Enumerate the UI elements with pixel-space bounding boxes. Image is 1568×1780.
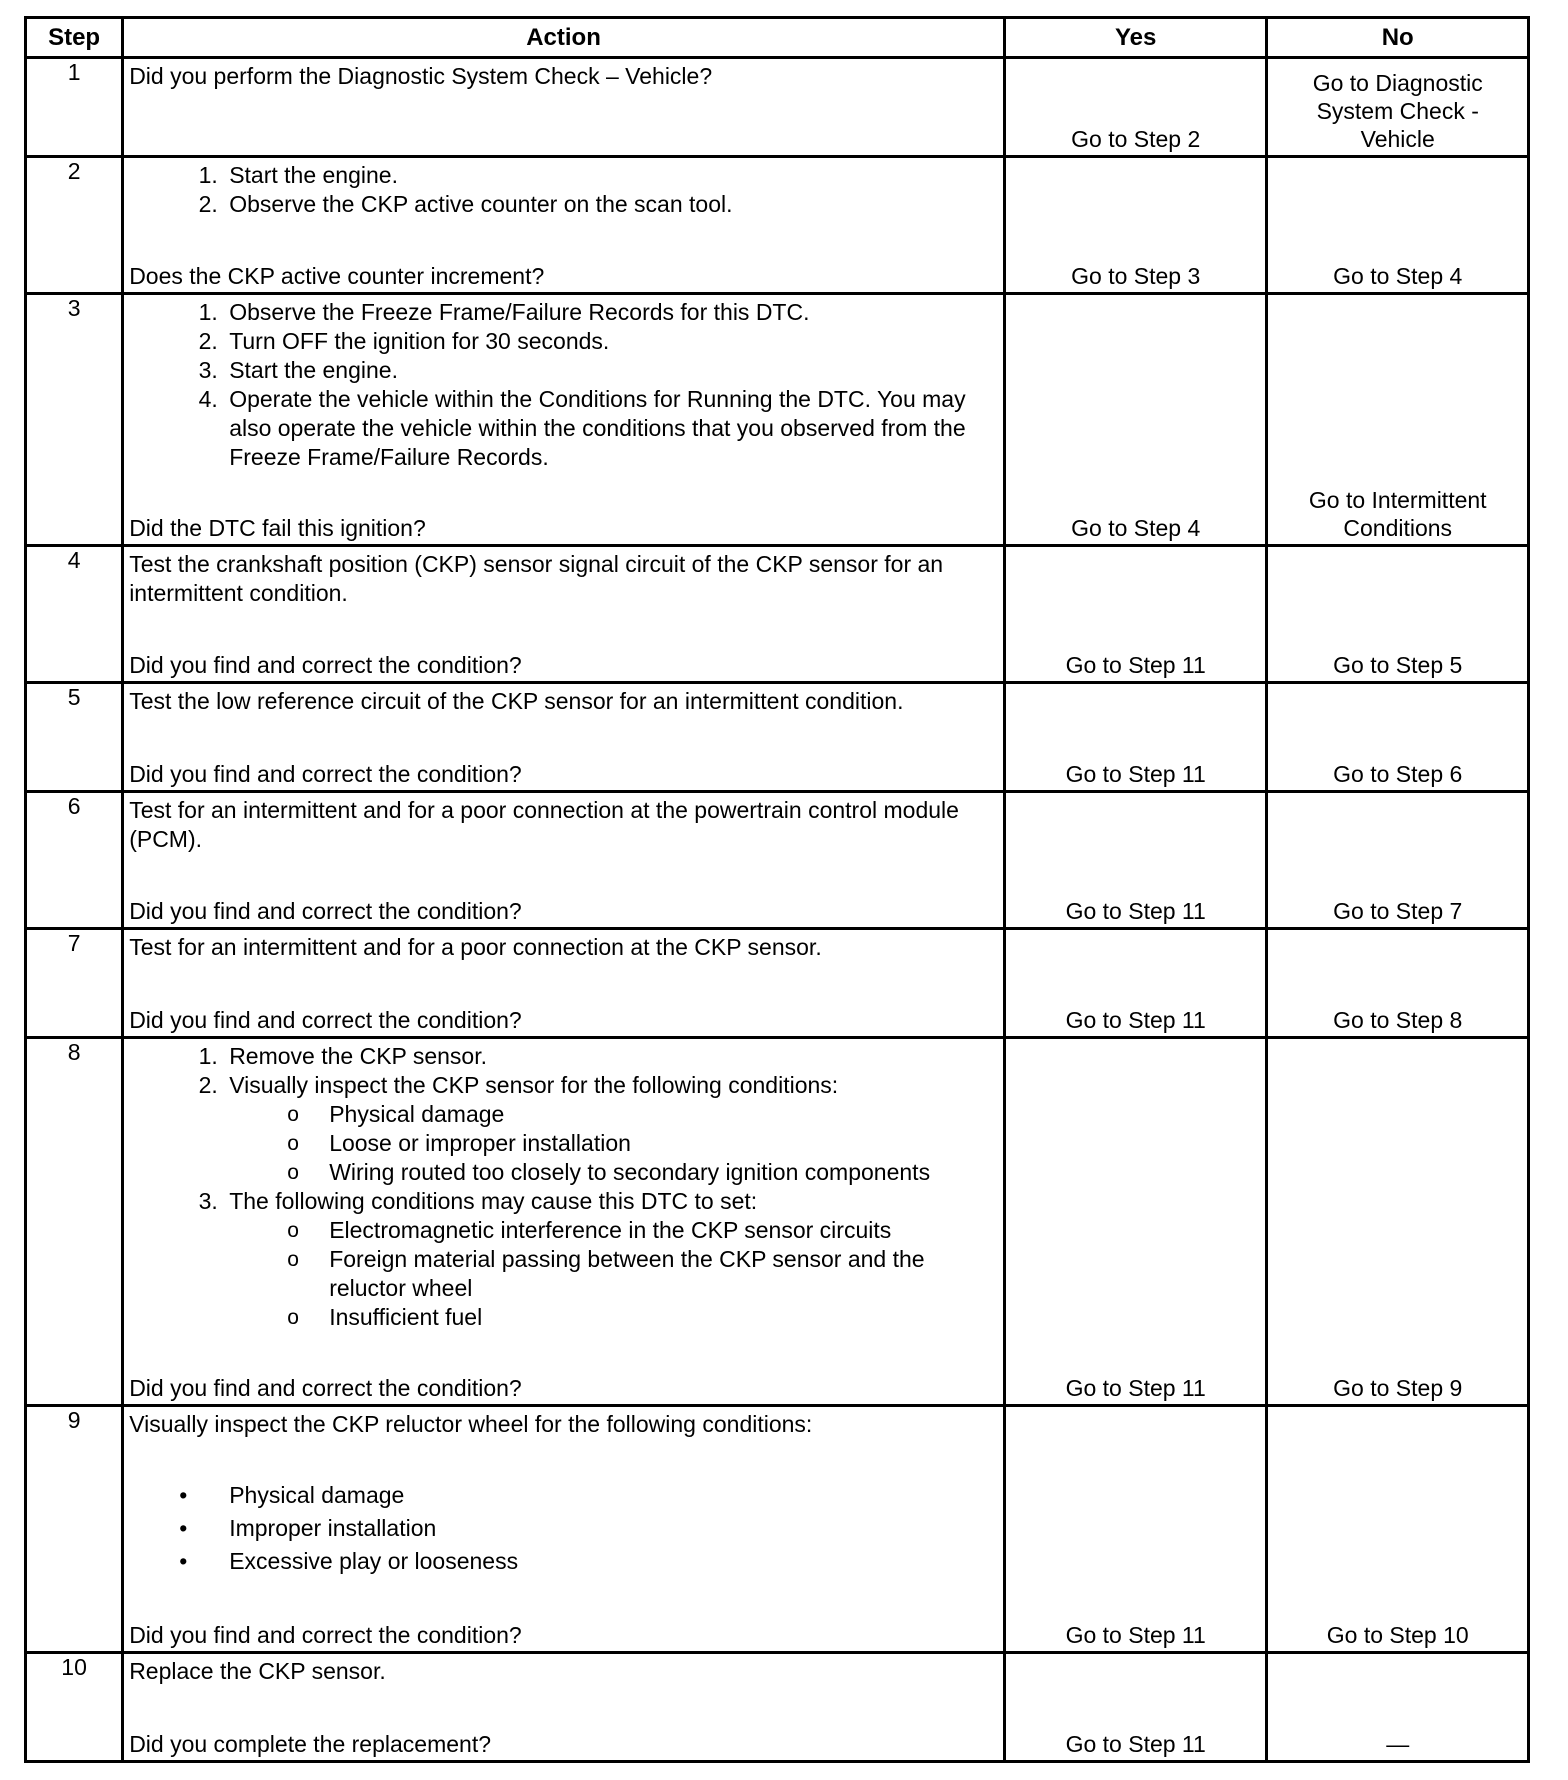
no-cell: [1267, 58, 1529, 157]
list-item-text: The following conditions may cause this DTC to set:: [229, 1188, 758, 1214]
yes-text: Go to Step 11: [1065, 1375, 1206, 1401]
no-cell: [1267, 929, 1529, 1038]
diagnostic-table: [24, 16, 1530, 1763]
yes-cell: [1004, 683, 1267, 792]
no-cell: [1267, 157, 1529, 294]
action-cell: [123, 294, 1005, 546]
action-question: Did you find and correct the condition?: [129, 898, 522, 924]
no-cell: [1267, 683, 1529, 792]
no-text: Go to Step 7: [1333, 898, 1463, 924]
yes-cell: [1004, 58, 1267, 157]
sub-list-item: o Physical damage: [329, 1100, 995, 1129]
action-cell: [123, 546, 1005, 683]
action-cell: [123, 157, 1005, 294]
table-row: [26, 1406, 1529, 1653]
sub-list-item: o Loose or improper installation: [329, 1129, 995, 1158]
list-item: • Excessive play or looseness: [229, 1545, 995, 1578]
no-text: Go to Step 10: [1326, 1622, 1469, 1648]
sub-list: [229, 1216, 995, 1332]
no-cell: [1267, 792, 1529, 929]
no-cell: [1267, 1653, 1529, 1762]
list-item: 2. Turn OFF the ignition for 30 seconds.: [224, 327, 995, 356]
table-row: [26, 683, 1529, 792]
action-text: Test the low reference circuit of the CKP sensor for an intermittent condition.: [129, 688, 904, 714]
table-row: [26, 546, 1529, 683]
list-item-text: Visually inspect the CKP sensor for the following conditions:: [229, 1072, 839, 1098]
list-item: • Improper installation: [229, 1512, 995, 1545]
action-question: Does the CKP active counter increment?: [129, 263, 545, 289]
yes-cell: [1004, 1653, 1267, 1762]
action-cell: [123, 1038, 1005, 1406]
step-number: 10: [26, 1653, 123, 1762]
action-text: Test for an intermittent and for a poor connection at the powertrain control module (PCM).: [129, 797, 959, 852]
list-item: 3. Start the engine.: [224, 356, 995, 385]
list-item: 2. Observe the CKP active counter on the scan tool.: [224, 190, 995, 219]
action-cell: [123, 1653, 1005, 1762]
action-question: Did you find and correct the condition?: [129, 1622, 522, 1648]
no-cell: [1267, 1406, 1529, 1653]
yes-text: Go to Step 4: [1071, 515, 1201, 541]
action-cell: [123, 929, 1005, 1038]
list-item: 1. Observe the Freeze Frame/Failure Records for this DTC.: [224, 298, 995, 327]
yes-text: Go to Step 11: [1065, 1622, 1206, 1648]
list-item: 4. Operate the vehicle within the Conditions for Running the DTC. You may also operate the vehicle within the conditions that you observed from the Freeze Frame/Failure Records.: [224, 385, 995, 472]
yes-text: Go to Step 11: [1065, 898, 1206, 924]
header-no: No: [1267, 18, 1529, 58]
sub-list-item: o Foreign material passing between the CKP sensor and the reluctor wheel: [329, 1245, 995, 1303]
yes-cell: [1004, 929, 1267, 1038]
header-row: [26, 18, 1529, 58]
no-cell: [1267, 546, 1529, 683]
action-text: Visually inspect the CKP reluctor wheel for the following conditions:: [129, 1411, 813, 1437]
yes-cell: [1004, 157, 1267, 294]
action-steps: [129, 298, 995, 472]
step-number: 7: [26, 929, 123, 1038]
table-row: [26, 1653, 1529, 1762]
table-row: [26, 929, 1529, 1038]
no-text: Go to Step 6: [1333, 761, 1463, 787]
table-row: [26, 58, 1529, 157]
sub-list-item: o Insufficient fuel: [329, 1303, 995, 1332]
header-step: Step: [26, 18, 123, 58]
step-number: 3: [26, 294, 123, 546]
table-row: [26, 1038, 1529, 1406]
bullet-list: [129, 1479, 995, 1578]
no-text: Go to Step 9: [1333, 1375, 1463, 1401]
step-number: 6: [26, 792, 123, 929]
header-action: Action: [123, 18, 1005, 58]
yes-text: Go to Step 11: [1065, 1731, 1206, 1757]
yes-cell: [1004, 546, 1267, 683]
action-cell: [123, 792, 1005, 929]
table-row: [26, 294, 1529, 546]
list-item: [224, 1071, 995, 1187]
action-question: Did the DTC fail this ignition?: [129, 515, 426, 541]
action-steps: [129, 1042, 995, 1332]
action-text: Replace the CKP sensor.: [129, 1658, 386, 1684]
yes-cell: [1004, 1038, 1267, 1406]
step-number: 5: [26, 683, 123, 792]
action-text: Test for an intermittent and for a poor connection at the CKP sensor.: [129, 934, 822, 960]
yes-cell: [1004, 1406, 1267, 1653]
action-question: Did you find and correct the condition?: [129, 761, 522, 787]
table-row: [26, 792, 1529, 929]
action-text: Test the crankshaft position (CKP) sensor signal circuit of the CKP sensor for an intermittent condition.: [129, 551, 944, 606]
yes-text: Go to Step 3: [1071, 263, 1201, 289]
list-item: 1. Start the engine.: [224, 161, 995, 190]
action-steps: [129, 161, 995, 219]
yes-text: Go to Step 11: [1065, 761, 1206, 787]
sub-list-item: o Electromagnetic interference in the CKP sensor circuits: [329, 1216, 995, 1245]
sub-list-item: o Wiring routed too closely to secondary ignition components: [329, 1158, 995, 1187]
header-yes: Yes: [1004, 18, 1267, 58]
list-item: • Physical damage: [229, 1479, 995, 1512]
sub-list: [229, 1100, 995, 1187]
action-question: Did you find and correct the condition?: [129, 1007, 522, 1033]
yes-cell: [1004, 792, 1267, 929]
action-cell: [123, 1406, 1005, 1653]
list-item: [224, 1187, 995, 1332]
step-number: 2: [26, 157, 123, 294]
action-cell: [123, 683, 1005, 792]
list-item-text: Remove the CKP sensor.: [229, 1043, 488, 1069]
action-question: Did you complete the replacement?: [129, 1731, 491, 1757]
action-question: Did you find and correct the condition?: [129, 652, 522, 678]
table-row: [26, 157, 1529, 294]
no-cell: [1267, 294, 1529, 546]
step-number: 1: [26, 58, 123, 157]
yes-cell: [1004, 294, 1267, 546]
no-text: Go to Diagnostic System Check - Vehicle: [1312, 70, 1483, 152]
no-text: Go to Step 8: [1333, 1007, 1463, 1033]
step-number: 9: [26, 1406, 123, 1653]
no-text: —: [1386, 1731, 1410, 1757]
no-text: Go to Step 4: [1333, 263, 1463, 289]
action-cell: [123, 58, 1005, 157]
no-text: Go to Step 5: [1333, 652, 1463, 678]
action-question: Did you find and correct the condition?: [129, 1375, 522, 1401]
list-item: [224, 1042, 995, 1071]
yes-text: Go to Step 11: [1065, 652, 1206, 678]
step-number: 8: [26, 1038, 123, 1406]
action-text: Did you perform the Diagnostic System Check – Vehicle?: [129, 63, 713, 89]
yes-text: Go to Step 11: [1065, 1007, 1206, 1033]
no-cell: [1267, 1038, 1529, 1406]
no-text: Go to Intermittent Conditions: [1308, 487, 1487, 541]
yes-text: Go to Step 2: [1071, 126, 1201, 152]
step-number: 4: [26, 546, 123, 683]
